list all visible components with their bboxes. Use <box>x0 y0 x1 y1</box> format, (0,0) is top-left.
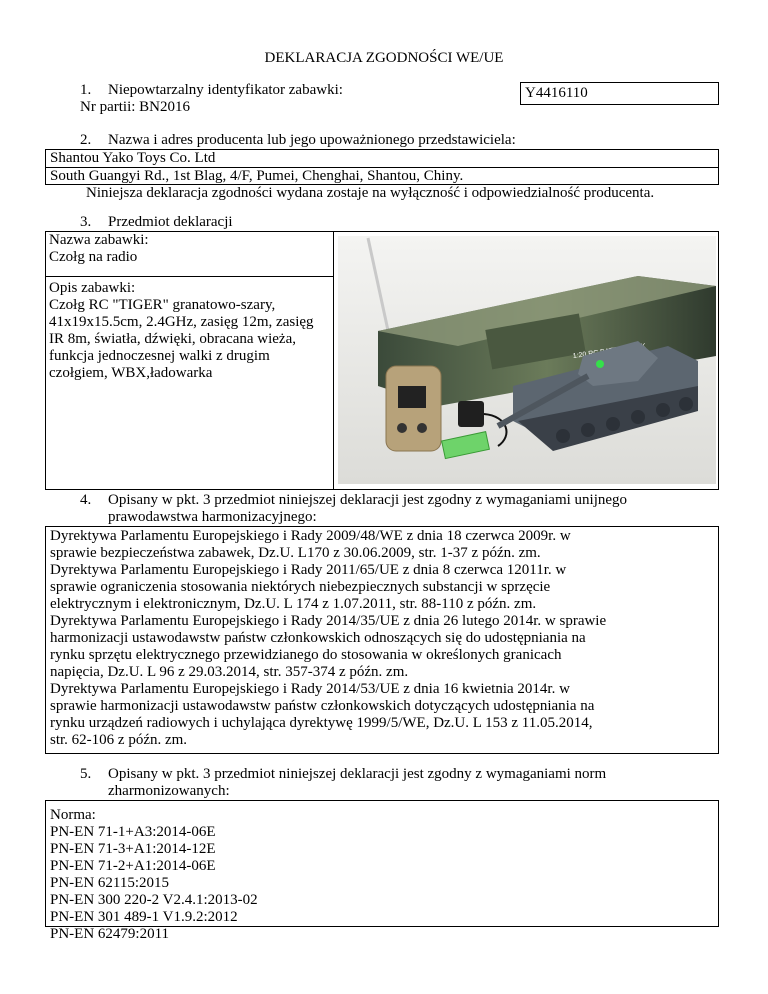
section-3-heading <box>80 214 233 231</box>
section-5-label-line: Opisany w pkt. 3 przedmiot niniejszej deklaracji jest zgodny z wymaganiami norm <box>108 766 607 782</box>
toy-name-label: Nazwa zabawki: <box>49 232 149 248</box>
standard-line: Norma: <box>50 807 96 823</box>
section-1-number: 1. <box>80 82 92 98</box>
remote-controller <box>386 366 441 451</box>
section-3-label: Przedmiot deklaracji <box>108 214 233 230</box>
toy-description-line: czołgiem, WBX,ładowarka <box>49 365 213 381</box>
section-1-heading <box>80 82 343 99</box>
section-2-heading <box>80 132 516 149</box>
toy-description-label: Opis zabawki: <box>49 280 136 296</box>
toy-description-line: IR 8m, światła, dźwięki, obracana wieża, <box>49 331 296 347</box>
standard-line: PN-EN 300 220-2 V2.4.1:2013-02 <box>50 892 258 908</box>
directive-line: sprawie ograniczenia stosowania niektórych niebezpiecznych substancji w sprzęcie <box>50 579 551 595</box>
toy-identifier-box <box>520 82 719 105</box>
section-1-label: Niepowtarzalny identyfikator zabawki: <box>108 82 343 98</box>
tank-illustration <box>338 236 716 484</box>
directive-line: Dyrektywa Parlamentu Europejskiego i Rady 2014/53/UE z dnia 16 kwietnia 2014r. w <box>50 681 570 697</box>
producer-name: Shantou Yako Toys Co. Ltd <box>46 150 718 168</box>
toy-description-line: 41x19x15.5cm, 2.4GHz, zasięg 12m, zasięg <box>49 314 314 330</box>
toy-description-line: Czołg RC "TIGER" granatowo-szary, <box>49 297 276 313</box>
standard-line: PN-EN 71-2+A1:2014-06E <box>50 858 216 874</box>
producer-box <box>45 149 719 185</box>
section-5-number: 5. <box>80 766 92 782</box>
toy-name-cell <box>49 232 149 266</box>
directive-line: rynku urządzeń radiowych i uchylająca dyrektywę 1999/5/WE, Dz.U. L 153 z 11.05.2014, <box>50 715 593 731</box>
directive-line: Dyrektywa Parlamentu Europejskiego i Rady 2011/65/UE z dnia 8 czerwca 12011r. w <box>50 562 567 578</box>
directive-line: harmonizacji ustawodawstw państw członkowskich odnoszących się do udostępniania na <box>50 630 586 646</box>
responsibility-note: Niniejsza deklaracja zgodności wydana zostaje na wyłączność i odpowiedzialność producenta. <box>86 185 655 201</box>
subject-table-divider <box>333 231 334 490</box>
directive-line: Dyrektywa Parlamentu Europejskiego i Rady 2009/48/WE z dnia 18 czerwca 2009r. w <box>50 528 571 544</box>
section-2-label: Nazwa i adres producenta lub jego upoważnionego przedstawiciela: <box>108 132 516 148</box>
toy-tank-photo <box>338 236 716 484</box>
directives-box <box>45 526 719 754</box>
subject-row-divider <box>45 276 334 277</box>
directive-line: sprawie bezpieczeństwa zabawek, Dz.U. L170 z 30.06.2009, str. 1-37 z późn. zm. <box>50 545 541 561</box>
directive-line: Dyrektywa Parlamentu Europejskiego i Rady 2014/35/UE z dnia 26 lutego 2014r. w sprawie <box>50 613 607 629</box>
batch-number: Nr partii: BN2016 <box>80 99 190 115</box>
standard-line: PN-EN 62115:2015 <box>50 875 170 891</box>
toy-name-value: Czołg na radio <box>49 249 138 265</box>
standard-line: PN-EN 301 489-1 V1.9.2:2012 <box>50 909 238 925</box>
section-4-number: 4. <box>80 492 92 508</box>
section-4-label-line: prawodawstwa harmonizacyjnego: <box>108 509 317 525</box>
document-title: DEKLARACJA ZGODNOŚCI WE/UE <box>264 50 504 66</box>
standards-box <box>45 800 719 942</box>
toy-description-line: funkcja jednoczesnej walki z drugim <box>49 348 270 364</box>
section-5-label-line: zharmonizowanych: <box>108 783 230 799</box>
toy-description-cell <box>49 280 314 382</box>
section-2-number: 2. <box>80 132 92 148</box>
charger <box>458 401 484 427</box>
directive-line: elektrycznym i elektronicznym, Dz.U. L 174 z 1.07.2011, str. 88-110 z późn. zm. <box>50 596 537 612</box>
standard-line: PN-EN 62479:2011 <box>50 926 170 942</box>
section-5-heading <box>80 766 606 783</box>
directive-line: rynku sprzętu elektrycznego przewidzianego do stosowania w określonych granicach <box>50 647 562 663</box>
section-4-heading <box>80 492 627 509</box>
producer-address: South Guangyi Rd., 1st Blag, 4/F, Pumei, Chenghai, Shantou, Chiny. <box>50 168 464 184</box>
box-label: 1:20 <box>572 351 587 361</box>
directive-line: sprawie harmonizacji ustawodawstw państw członkowskich dotyczących udostępniania na <box>50 698 595 714</box>
section-4-label-line: Opisany w pkt. 3 przedmiot niniejszej deklaracji jest zgodny z wymaganiami unijnego <box>108 492 628 508</box>
standard-line: PN-EN 71-3+A1:2014-12E <box>50 841 216 857</box>
directive-line: napięcia, Dz.U. L 96 z 29.03.2014, str. 357-374 z późn. zm. <box>50 664 409 680</box>
section-3-number: 3. <box>80 214 92 230</box>
standard-line: PN-EN 71-1+A3:2014-06E <box>50 824 216 840</box>
toy-identifier-value: Y4416110 <box>525 85 588 101</box>
directive-line: str. 62-106 z późn. zm. <box>50 732 188 748</box>
